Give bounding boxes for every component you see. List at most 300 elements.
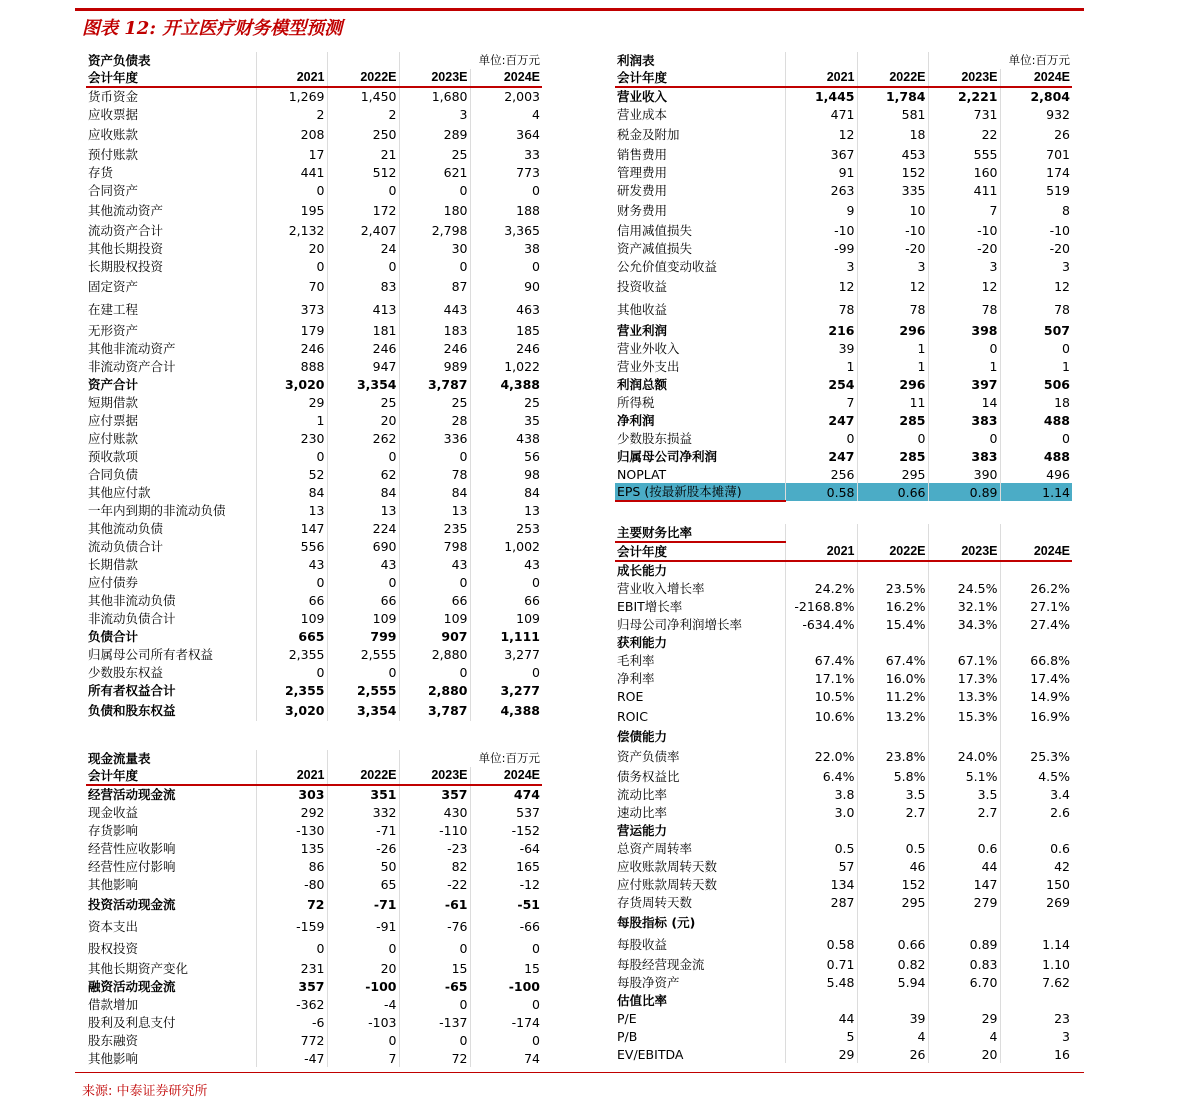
column-header-row [86,69,542,87]
empty-cell [928,727,1000,745]
row-label: 销售费用 [617,146,668,162]
empty-cell [785,52,857,69]
row-label: 资产减值损失 [617,240,693,256]
row-label: 每股指标 (元) [617,914,696,930]
row-value: 246 [256,339,327,357]
table-row [615,1045,1072,1063]
table-row [615,687,1072,705]
row-value: 52 [256,465,327,483]
row-label: 固定资产 [88,278,139,294]
column-header-row [615,69,1072,87]
year-header: 2022E [327,69,399,87]
row-value: 0 [327,1031,399,1049]
table-row [86,239,542,257]
row-value: 0.58 [785,933,857,955]
row-value: 285 [857,447,928,465]
row-value: 2,407 [327,221,399,239]
row-value: 474 [470,785,542,803]
row-value: -2168.8% [785,597,857,615]
row-value: 7 [327,1049,399,1067]
row-value: 13 [399,501,470,519]
row-value: -47 [256,1049,327,1067]
empty-cell [857,524,928,542]
row-value: 0.71 [785,955,857,973]
row-value: -4 [327,995,399,1013]
row-label: 每股经营现金流 [617,956,705,972]
empty-cell [928,524,1000,542]
row-value: 0 [399,937,470,959]
table-row [615,785,1072,803]
table-row [615,651,1072,669]
row-value: 798 [399,537,470,555]
row-value: 32.1% [928,597,1000,615]
row-value: 0 [327,181,399,199]
row-label: 归属母公司净利润 [617,448,718,464]
row-value: 701 [1000,145,1072,163]
row-value: 463 [470,297,542,321]
row-label: 利润总额 [617,376,668,392]
row-value: 3,787 [399,699,470,721]
row-value: 17.1% [785,669,857,687]
table-title-row [86,750,542,767]
table-row [86,699,542,721]
row-value: 20 [327,411,399,429]
empty-cell [928,991,1000,1009]
figure-title: 图表 12: 开立医疗财务模型预测 [82,18,343,39]
year-header: 2023E [928,69,1000,87]
table-row [615,705,1072,727]
row-value: 4 [928,1027,1000,1045]
row-value: 441 [256,163,327,181]
row-value: 1,784 [857,87,928,105]
empty-cell [857,911,928,933]
row-value: -51 [470,893,542,915]
row-value: 26 [1000,123,1072,145]
table-row [615,669,1072,687]
row-label: 营业成本 [617,106,668,122]
row-value: 292 [256,803,327,821]
row-value: -64 [470,839,542,857]
row-value: 44 [785,1009,857,1027]
table-row [86,221,542,239]
row-value: 18 [857,123,928,145]
row-label: 借款增加 [88,996,139,1012]
row-value: 22.0% [785,745,857,767]
row-value: 5 [785,1027,857,1045]
empty-cell [857,52,928,69]
empty-cell [785,821,857,839]
table-row [615,803,1072,821]
row-value: 335 [857,181,928,199]
row-value: 0 [256,573,327,591]
row-value: 230 [256,429,327,447]
row-value: 246 [399,339,470,357]
row-value: 0 [470,573,542,591]
row-value: 296 [857,321,928,339]
row-value: 398 [928,321,1000,339]
empty-cell [785,561,857,579]
row-value: 160 [928,163,1000,181]
row-value: 4.5% [1000,767,1072,785]
row-value: 2.7 [857,803,928,821]
row-label: 股东融资 [88,1032,139,1048]
row-label: EPS (按最新股本摊薄) [615,483,785,501]
row-value: 336 [399,429,470,447]
table-row [86,123,542,145]
row-label: 现金收益 [88,804,139,820]
row-value: -10 [785,221,857,239]
column-header-row [615,542,1072,561]
row-value: 253 [470,519,542,537]
table-row [615,321,1072,339]
row-value: 12 [928,275,1000,297]
table-title: 现金流量表 [88,751,151,766]
row-value: 357 [399,785,470,803]
table-row [615,615,1072,633]
table-row [86,821,542,839]
row-value: 5.1% [928,767,1000,785]
source-note: 来源: 中泰证券研究所 [82,1084,208,1099]
financial-ratios-table [615,524,1072,1063]
top-rule [75,8,1084,11]
row-label: 营业外收入 [617,340,680,356]
row-label: 股利及利息支付 [88,1014,176,1030]
row-value: 16.0% [857,669,928,687]
row-value: 38 [470,239,542,257]
row-value: -152 [470,821,542,839]
table-row [86,839,542,857]
row-value: 15.3% [928,705,1000,727]
table-row [86,785,542,803]
table-row [86,995,542,1013]
row-value: 488 [1000,411,1072,429]
row-value: 3 [1000,1027,1072,1045]
row-value: 581 [857,105,928,123]
row-label: 股权投资 [88,940,139,956]
row-value: 1,269 [256,87,327,105]
row-value: 1,445 [785,87,857,105]
row-value: 33 [470,145,542,163]
row-value: 135 [256,839,327,857]
row-value: 3.5 [928,785,1000,803]
row-value: 29 [928,1009,1000,1027]
row-value: 15.4% [857,615,928,633]
row-value: 3.4 [1000,785,1072,803]
row-value: 24.2% [785,579,857,597]
empty-cell [1000,727,1072,745]
row-value: 20 [256,239,327,257]
row-value: 932 [1000,105,1072,123]
row-value: 13 [470,501,542,519]
row-value: 3,354 [327,375,399,393]
row-value: -71 [327,893,399,915]
row-label: 存货影响 [88,822,139,838]
section-row [615,991,1072,1009]
year-header: 2021 [256,767,327,785]
table-row [615,87,1072,105]
row-value: 1,111 [470,627,542,645]
row-label: 一年内到期的非流动负债 [88,502,226,518]
row-value: 0 [256,447,327,465]
table-row [86,915,542,937]
table-row [615,483,1072,501]
row-value: 1 [256,411,327,429]
row-value: 16.9% [1000,705,1072,727]
year-header: 2021 [256,69,327,87]
row-value: 262 [327,429,399,447]
bottom-rule [75,1072,1084,1073]
row-value: 29 [256,393,327,411]
row-value: 16.2% [857,597,928,615]
row-label: 应收账款周转天数 [617,858,718,874]
empty-cell [785,524,857,542]
row-value: 351 [327,785,399,803]
row-value: 4,388 [470,375,542,393]
row-value: 24.0% [928,745,1000,767]
row-value: 0 [327,447,399,465]
year-header: 2024E [470,767,542,785]
row-value: 13 [327,501,399,519]
row-value: 1 [1000,357,1072,375]
income-statement-table [615,52,1072,502]
row-value: -12 [470,875,542,893]
row-value: -20 [1000,239,1072,257]
row-value: 90 [470,275,542,297]
row-label: 公允价值变动收益 [617,258,718,274]
row-value: 537 [470,803,542,821]
row-value: 0 [470,995,542,1013]
table-row [86,591,542,609]
row-value: 150 [1000,875,1072,893]
row-value: -20 [857,239,928,257]
row-value: 665 [256,627,327,645]
row-value: 11 [857,393,928,411]
table-row [86,411,542,429]
row-value: 25 [399,145,470,163]
row-value: 772 [256,1031,327,1049]
unit-label: 单位:百万元 [399,52,542,69]
row-value: 488 [1000,447,1072,465]
row-value: -100 [327,977,399,995]
table-row [86,483,542,501]
row-label: 预收款项 [88,448,139,464]
row-value: 4 [857,1027,928,1045]
row-value: 2,355 [256,681,327,699]
row-value: -159 [256,915,327,937]
row-label: 非流动资产合计 [88,358,176,374]
table-row [86,681,542,699]
table-row [615,411,1072,429]
row-value: 44 [928,857,1000,875]
row-value: 390 [928,465,1000,483]
row-label: 经营性应付影响 [88,858,176,874]
row-value: 26 [857,1045,928,1063]
row-value: 907 [399,627,470,645]
empty-cell [1000,821,1072,839]
row-label: NOPLAT [617,466,667,482]
row-value: 30 [399,239,470,257]
table-row [615,973,1072,991]
table-row [86,937,542,959]
row-label: 每股净资产 [617,974,680,990]
row-label: 经营性应收影响 [88,840,176,856]
row-value: 22 [928,123,1000,145]
row-value: 2 [327,105,399,123]
row-value: 799 [327,627,399,645]
row-value: 0 [399,663,470,681]
row-label: 其他非流动负债 [88,592,176,608]
row-value: 5.8% [857,767,928,785]
row-label: 所得税 [617,394,655,410]
empty-cell [1000,633,1072,651]
row-label: 长期借款 [88,556,139,572]
row-value: 3,277 [470,645,542,663]
row-label: 管理费用 [617,164,668,180]
row-value: 12 [785,123,857,145]
row-value: 2.6 [1000,803,1072,821]
table-row [86,519,542,537]
row-value: 98 [470,465,542,483]
row-value: 0 [399,257,470,275]
row-value: 10.6% [785,705,857,727]
empty-cell [256,750,327,767]
row-value: 66 [399,591,470,609]
row-label: P/E [617,1010,637,1026]
row-value: 11.2% [857,687,928,705]
table-row [86,339,542,357]
row-label: 债务权益比 [617,768,680,784]
row-value: 3,020 [256,699,327,721]
row-label: 应付票据 [88,412,139,428]
row-value: 12 [785,275,857,297]
row-label: 获利能力 [617,634,668,650]
year-header: 2022E [857,69,928,87]
row-value: 16 [1000,1045,1072,1063]
row-value: 3 [857,257,928,275]
row-value: -6 [256,1013,327,1031]
row-label: 营业收入 [617,89,668,104]
row-label: 每股收益 [617,936,668,952]
row-value: 0.5 [857,839,928,857]
row-value: 0 [256,181,327,199]
table-row [86,321,542,339]
row-value: 87 [399,275,470,297]
row-value: 43 [327,555,399,573]
table-row [615,221,1072,239]
empty-cell [857,821,928,839]
row-value: 246 [470,339,542,357]
row-value: 295 [857,465,928,483]
row-value: 3 [928,257,1000,275]
row-value: 263 [785,181,857,199]
row-label: 在建工程 [88,301,139,317]
year-header: 2023E [928,542,1000,561]
table-row [615,745,1072,767]
table-row [615,465,1072,483]
table-row [86,959,542,977]
section-row [615,821,1072,839]
table-row [86,875,542,893]
row-value: 0 [327,937,399,959]
table-title: 利润表 [617,53,655,68]
table-row [615,163,1072,181]
row-value: 888 [256,357,327,375]
row-value: 0.66 [857,933,928,955]
table-row [86,393,542,411]
row-value: 3,787 [399,375,470,393]
row-value: 183 [399,321,470,339]
row-label: 其他流动资产 [88,202,164,218]
row-value: 224 [327,519,399,537]
row-value: 1.14 [1000,483,1072,501]
row-value: 10 [857,199,928,221]
table-row [615,839,1072,857]
row-value: 25 [399,393,470,411]
row-value: 3,020 [256,375,327,393]
table-row [615,145,1072,163]
year-header: 2022E [327,767,399,785]
row-label: 流动比率 [617,786,668,802]
row-value: -22 [399,875,470,893]
empty-cell [256,52,327,69]
row-value: 690 [327,537,399,555]
row-value: 8 [1000,199,1072,221]
row-value: 13.3% [928,687,1000,705]
row-value: -65 [399,977,470,995]
row-label: 税金及附加 [617,126,680,142]
row-value: 0 [470,257,542,275]
empty-cell [1000,524,1072,542]
row-value: 62 [327,465,399,483]
row-value: 91 [785,163,857,181]
row-value: 9 [785,199,857,221]
row-value: 279 [928,893,1000,911]
unit-label: 单位:百万元 [928,52,1072,69]
table-row [86,447,542,465]
column-header-label: 会计年度 [86,69,256,87]
row-value: 152 [857,163,928,181]
row-value: 0 [857,429,928,447]
empty-cell [327,750,399,767]
row-value: 0 [256,937,327,959]
row-value: 18 [1000,393,1072,411]
row-value: -76 [399,915,470,937]
row-label: 净利率 [617,670,655,686]
row-label: 资产合计 [88,376,139,392]
table-title: 主要财务比率 [615,524,785,542]
table-row [615,597,1072,615]
table-row [86,1049,542,1067]
row-value: 285 [857,411,928,429]
row-value: 39 [857,1009,928,1027]
row-value: 0 [928,339,1000,357]
row-value: 3.8 [785,785,857,803]
row-label: P/B [617,1028,638,1044]
table-row [615,447,1072,465]
row-label: 研发费用 [617,182,668,198]
row-value: 0.6 [1000,839,1072,857]
row-value: 84 [256,483,327,501]
year-header: 2021 [785,542,857,561]
row-value: 147 [928,875,1000,893]
table-row [86,297,542,321]
row-label: 货币资金 [88,89,139,104]
section-row [615,633,1072,651]
column-header-label: 会计年度 [615,69,785,87]
row-value: -174 [470,1013,542,1031]
row-label: 净利润 [617,412,655,428]
row-label: 流动负债合计 [88,538,164,554]
